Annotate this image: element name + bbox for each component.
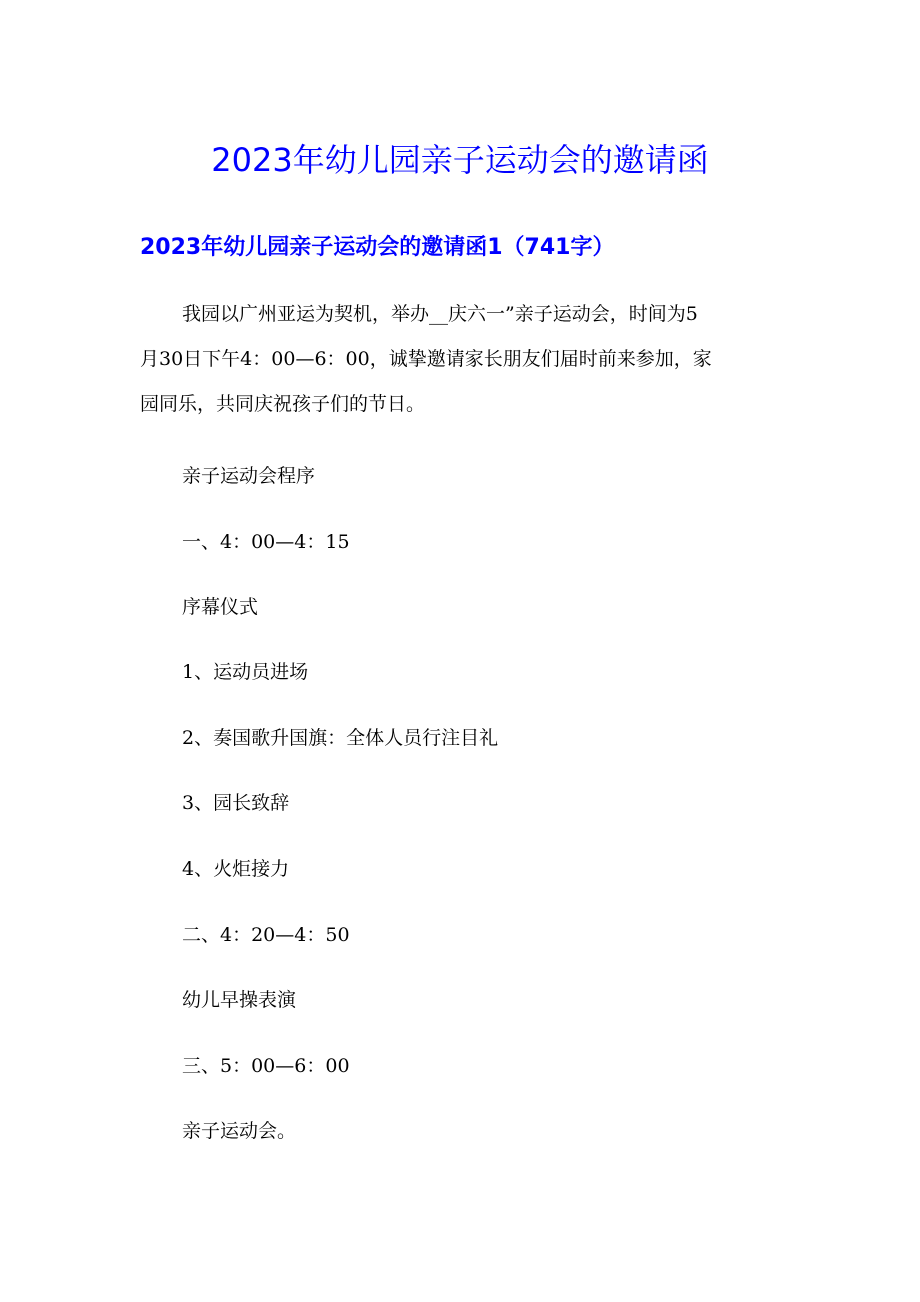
schedule-slot-2: 二、4：20—4：50 <box>182 924 350 946</box>
program-item: 2、奏国歌升国旗：全体人员行注目礼 <box>182 727 499 749</box>
program-item: 1、运动员进场 <box>182 661 309 683</box>
program-heading: 亲子运动会程序 <box>182 465 316 487</box>
program-item: 序幕仪式 <box>182 596 259 618</box>
intro-line: 园同乐，共同庆祝孩子们的节日。 <box>140 393 426 415</box>
program-item: 4、火炬接力 <box>182 858 290 880</box>
program-item: 幼儿早操表演 <box>182 989 297 1011</box>
intro-line: 月30日下午4：00—6：00，诚挚邀请家长朋友们届时前来参加，家 <box>140 348 712 370</box>
intro-line: 我园以广州亚运为契机，举办__庆六一”亲子运动会，时间为5 <box>182 303 698 325</box>
intro-paragraph <box>140 292 780 427</box>
schedule-slot-3: 三、5：00—6：00 <box>182 1055 350 1077</box>
program-item: 3、园长致辞 <box>182 792 290 814</box>
section-heading: 2023年幼儿园亲子运动会的邀请函1（741字） <box>140 235 615 260</box>
document-title: 2023年幼儿园亲子运动会的邀请函 <box>211 141 709 179</box>
program-item: 亲子运动会。 <box>182 1120 297 1142</box>
schedule-slot-1: 一、4：00—4：15 <box>182 531 350 553</box>
